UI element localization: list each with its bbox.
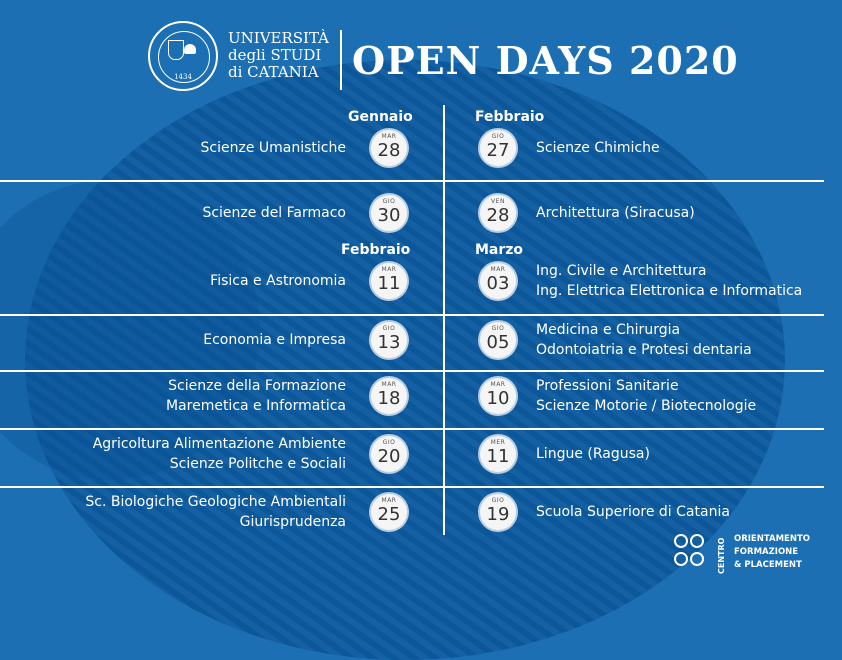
university-name: UNIVERSITÀ degli STUDI di CATANIA — [228, 29, 329, 81]
right-date-badge — [480, 494, 516, 530]
date-weekday: GIO — [491, 497, 505, 504]
right-department-label: Ing. Civile e Architettura — [536, 263, 707, 279]
row-divider — [0, 370, 824, 372]
left-department-label: Economia e Impresa — [203, 332, 346, 348]
left-date-badge — [371, 436, 407, 472]
date-number: 28 — [486, 205, 510, 226]
date-number: 05 — [486, 332, 510, 353]
month-label: Marzo — [475, 242, 524, 258]
left-department-label: Agricoltura Alimentazione Ambiente — [92, 436, 346, 452]
right-department-label: Professioni Sanitarie — [536, 378, 679, 394]
date-weekday: GIO — [491, 133, 505, 140]
date-weekday: MAR — [490, 381, 506, 388]
date-number: 25 — [377, 504, 401, 525]
column-divider — [443, 105, 445, 535]
left-department-label: Scienze Politche e Sociali — [169, 456, 346, 472]
logo-line: ORIENTAMENTO — [734, 534, 810, 544]
date-number: 27 — [486, 140, 510, 161]
right-date-badge — [480, 263, 516, 299]
left-date-badge — [371, 195, 407, 231]
right-department-label: Architettura (Siracusa) — [536, 205, 695, 221]
logo-line: & PLACEMENT — [734, 560, 802, 570]
right-date-badge — [480, 322, 516, 358]
date-weekday: GIO — [382, 198, 396, 205]
right-department-label: Odontoiatria e Protesi dentaria — [536, 342, 752, 358]
left-date-badge — [371, 130, 407, 166]
left-department-label: Maremetica e Informatica — [165, 398, 346, 414]
centro-logo — [672, 528, 822, 583]
logo-line: FORMAZIONE — [734, 547, 799, 557]
row-divider — [0, 486, 824, 488]
left-department-label: Scienze Umanistiche — [200, 140, 346, 156]
date-number: 18 — [377, 388, 401, 409]
row-divider — [0, 180, 824, 182]
month-label: Febbraio — [341, 242, 411, 258]
row-divider — [0, 428, 824, 430]
elephant-icon — [184, 44, 196, 54]
row-divider — [0, 314, 824, 316]
date-number: 28 — [377, 140, 401, 161]
university-seal-icon — [148, 21, 218, 91]
month-label: Gennaio — [348, 109, 413, 125]
date-weekday: MAR — [381, 266, 397, 273]
date-weekday: MAR — [381, 381, 397, 388]
right-department-label: Scuola Superiore di Catania — [536, 504, 730, 520]
date-number: 03 — [486, 273, 510, 294]
date-number: 13 — [377, 332, 401, 353]
right-department-label: Scienze Motorie / Biotecnologie — [536, 398, 757, 414]
date-number: 30 — [377, 205, 401, 226]
date-number: 11 — [486, 446, 510, 467]
right-department-label: Lingue (Ragusa) — [536, 446, 650, 462]
header-divider — [340, 30, 342, 90]
right-department-label: Ing. Elettrica Elettronica e Informatica — [536, 283, 803, 299]
left-date-badge — [371, 494, 407, 530]
month-label: Febbraio — [475, 109, 545, 125]
logo-side-text: CENTRO — [717, 537, 726, 574]
left-department-label: Sc. Biologiche Geologiche Ambientali — [85, 494, 346, 510]
date-weekday: MER — [490, 439, 506, 446]
seal-year: 1434 — [174, 73, 192, 81]
date-weekday: MAR — [381, 133, 397, 140]
date-weekday: GIO — [382, 439, 396, 446]
left-date-badge — [371, 263, 407, 299]
date-number: 19 — [486, 504, 510, 525]
right-department-label: Medicina e Chirurgia — [536, 322, 681, 338]
right-date-badge — [480, 130, 516, 166]
left-date-badge — [371, 322, 407, 358]
date-number: 20 — [377, 446, 401, 467]
page-title: OPEN DAYS 2020 — [352, 38, 739, 83]
left-department-label: Giurisprudenza — [239, 514, 346, 530]
date-number: 10 — [486, 388, 510, 409]
date-weekday: GIO — [491, 325, 505, 332]
date-weekday: GIO — [382, 325, 396, 332]
right-department-label: Scienze Chimiche — [536, 140, 660, 156]
left-department-label: Scienze della Formazione — [168, 378, 346, 394]
right-date-badge — [480, 436, 516, 472]
date-weekday: MAR — [381, 497, 397, 504]
left-date-badge — [371, 378, 407, 414]
left-department-label: Fisica e Astronomia — [210, 273, 346, 289]
date-weekday: MAR — [490, 266, 506, 273]
left-department-label: Scienze del Farmaco — [202, 205, 346, 221]
header — [0, 0, 842, 110]
right-date-badge — [480, 195, 516, 231]
date-weekday: VEN — [491, 198, 505, 205]
date-number: 11 — [377, 273, 401, 294]
right-date-badge — [480, 378, 516, 414]
